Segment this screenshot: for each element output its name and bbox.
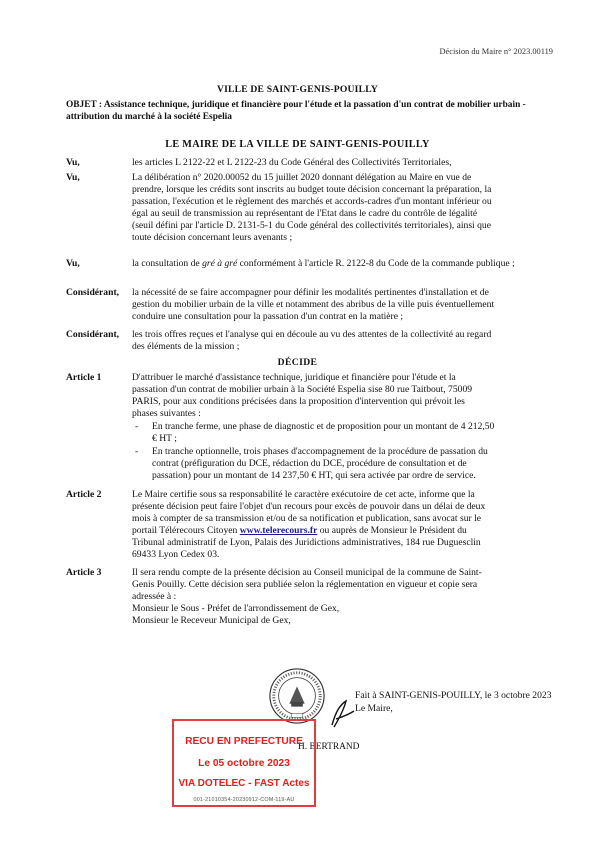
clause-label: Vu,: [66, 258, 80, 269]
text-line: (seuil défini par l'article D. 2131-5-1 du Code général des collectivités territoriales), ainsi que: [132, 220, 491, 231]
clause-text: [132, 258, 546, 270]
text-fragment: portail Télérecours Citoyen: [132, 525, 240, 536]
bullet-dash: -: [135, 421, 139, 432]
text-line: Monsieur le Sous - Préfet de l'arrondissement de Gex,: [132, 603, 340, 614]
clause-label: Considérant,: [66, 329, 120, 340]
object-heading: OBJET : Assistance technique, juridique et financière pour l'étude et la passation d'un contrat de mobilier urbain - attribution du marché à la société Espelia: [66, 100, 526, 122]
bullet-item: [132, 446, 546, 482]
text-line: adressée à :: [132, 591, 177, 602]
text-line: présente décision peut faire l'objet d'un recours pour excès de pouvoir dans un délai de deux: [132, 501, 486, 512]
article-text: [132, 567, 546, 627]
text-line: € HT ;: [152, 433, 177, 444]
text-line: Le Maire certifie sous sa responsabilité le caractère exécutoire de cet acte, informe que la: [132, 489, 475, 500]
stamp-line-date: Le 05 octobre 2023: [198, 758, 290, 769]
mayor-signature-icon: [326, 697, 358, 729]
text-line: PARIS, pour aux conditions précisées dans la proposition d'intervention qui prévoit les: [132, 396, 465, 407]
stamp-line-channel: VIA DOTELEC - FAST Actes: [178, 778, 310, 789]
bullet-item: [132, 421, 546, 445]
signature-place-date: Fait à SAINT-GENIS-POUILLY, le 3 octobre 2023: [355, 690, 552, 701]
text-line: mois à compter de sa transmission et/ou de sa notification et publication, sans avocat sur le: [132, 513, 482, 524]
stamp-line-received: RECU EN PREFECTURE: [185, 736, 303, 747]
text-line: les trois offres reçues et l'analyse qui en découle au vu des attentes de la collectivité au regard: [132, 329, 492, 340]
town-name: VILLE DE SAINT-GENIS-POUILLY: [216, 84, 379, 95]
decide-heading: DÉCIDE: [277, 357, 318, 368]
text-line: En tranche optionnelle, trois phases d'accompagnement de la procédure de passation du: [152, 446, 488, 457]
article-text: [132, 372, 546, 482]
article-label: Article 3: [66, 567, 102, 578]
clause-label: Vu,: [66, 157, 80, 168]
text-line: Il sera rendu compte de la présente décision au Conseil municipal de la commune de Saint-: [132, 567, 482, 578]
prefecture-stamp: [172, 719, 316, 807]
text-line: gestion du mobilier urbain de la ville et notamment des abribus de la ville puis éventuellement: [132, 299, 495, 310]
town-seal-icon: [268, 667, 326, 725]
clause-label: Considérant,: [66, 287, 120, 298]
article-label: Article 1: [66, 372, 102, 383]
text-line: Tribunal administratif de Lyon, Palais des Juridictions administratives, 184 rue Duguesclin: [132, 537, 481, 548]
text-line: conduire une consultation pour la passation d'un contrat en la matière ;: [132, 311, 404, 322]
text-line: prendre, lorsque les crédits sont inscrits au budget toute décision concernant la préparation, la: [132, 184, 492, 195]
article-text: [132, 489, 546, 561]
clause-label: Vu,: [66, 172, 80, 183]
text-line: la nécessité de se faire accompagner pour définir les modalités pertinentes d'installation et de: [132, 287, 489, 298]
text-line: Genis Pouilly. Cette décision sera publiée selon la réglementation en vigueur et copie sera: [132, 579, 478, 590]
text-line: contrat (préfiguration du DCE, rédaction du DCE, procédure de consultation et de: [152, 458, 467, 469]
clause-text: les articles L 2122-22 et L 2122-23 du Code Général des Collectivités Territoriales,: [132, 157, 452, 168]
text-line: passation) pour un montant de 14 237,50 € HT, qui sera activée par ordre de service.: [152, 470, 476, 481]
text-line: 69433 Lyon Cedex 03.: [132, 549, 220, 560]
clause-text: [132, 172, 546, 244]
text-line: des éléments de la mission ;: [132, 341, 240, 352]
text-line: En tranche ferme, une phase de diagnostic et de proposition pour un montant de 4 212,50: [152, 421, 495, 432]
mayor-title: LE MAIRE DE LA VILLE DE SAINT-GENIS-POUILLY: [165, 139, 430, 150]
text-line: D'attribuer le marché d'assistance technique, juridique et financière pour l'étude et la: [132, 372, 456, 383]
signature-role: Le Maire,: [355, 703, 393, 714]
italic-fragment: gré à gré: [202, 258, 238, 269]
text-line: [132, 525, 546, 537]
clause-text: [132, 329, 546, 353]
decision-reference: Décision du Maire n° 2023.00119: [439, 47, 553, 56]
article-label: Article 2: [66, 489, 102, 500]
stamp-line-id: 001-21010354-20230912-COM-119-AU: [193, 797, 295, 803]
text-fragment: la consultation de: [132, 258, 203, 269]
clause-text: [132, 287, 546, 323]
mayor-name: H. BERTRAND: [298, 742, 360, 752]
text-line: Monsieur le Receveur Municipal de Gex,: [132, 615, 291, 626]
text-line: toute décision concernant leurs avenants ;: [132, 232, 293, 243]
text-fragment: ou auprès de Monsieur le Président du: [317, 525, 467, 536]
text-line: phases suivantes :: [132, 408, 201, 419]
bullet-dash: -: [135, 446, 139, 457]
text-line: La délibération n° 2020.00052 du 15 juillet 2020 donnant délégation au Maire en vue de: [132, 172, 472, 183]
text-line: passation, l'exécution et le règlement des marchés et accords-cadres d'un montant inférieur ou: [132, 196, 492, 207]
text-fragment: conformément à l'article R. 2122-8 du Code de la commande publique ;: [237, 258, 515, 269]
text-line: égal au seuil de transmission au représentant de l'Etat dans le cadre du contrôle de légalité: [132, 208, 478, 219]
telerecours-link[interactable]: www.telerecours.fr: [239, 525, 318, 536]
text-line: passation d'un contrat de mobilier urbain à la Société Espelia sise 80 rue Taitbout, 75009: [132, 384, 473, 395]
